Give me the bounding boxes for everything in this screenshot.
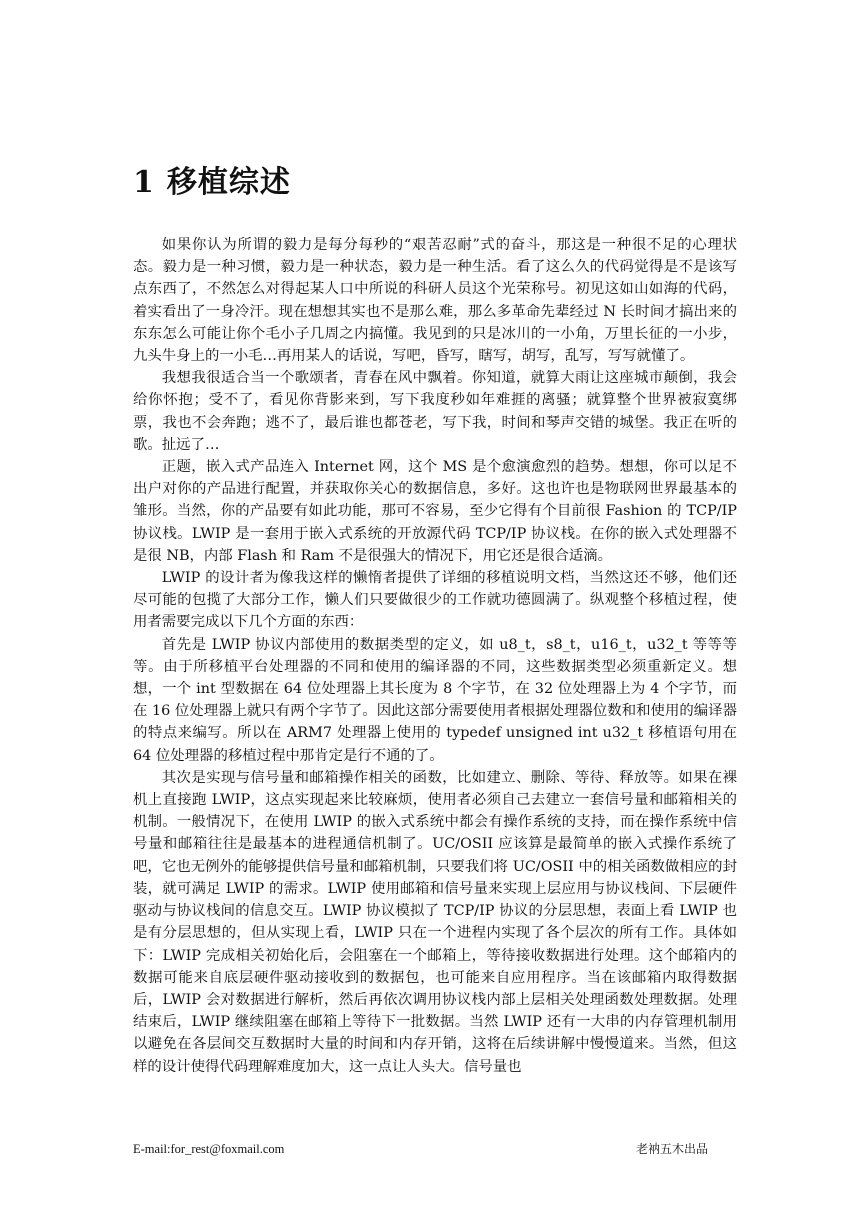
paragraph: 其次是实现与信号量和邮箱操作相关的函数，比如建立、删除、等待、释放等。如果在裸机上直接跑 LWIP，这点实现起来比较麻烦，使用者必须自己去建立一套信号量和邮箱相关的机制。一般情况下，在使用 LWIP 的嵌入式系统中都会有操作系统的支持，而在操作系统中信号量和邮箱往往是最基本的进程通信机制了。UC/OSII 应该算是最简单的嵌入式操作系统了吧，它也无例外的能够提供信号量和邮箱机制，只要我们将 UC/OSII 中的相关函数做相应的封装，就可满足 LWIP 的需求。LWIP 使用邮箱和信号量来实现上层应用与协议栈间、下层硬件驱动与协议栈间的信息交互。LWIP 协议模拟了 TCP/IP 协议的分层思想，表面上看 LWIP 也是有分层思想的，但从实现上看，LWIP 只在一个进程内实现了各个层次的所有工作。具体如下：LWIP 完成相关初始化后，会阻塞在一个邮箱上，等待接收数据进行处理。这个邮箱内的数据可能来自底层硬件驱动接收到的数据包，也可能来自应用程序。当在该邮箱内取得数据后，LWIP 会对数据进行解析，然后再依次调用协议栈内部上层相关处理函数处理数据。处理结束后，LWIP 继续阻塞在邮箱上等待下一批数据。当然 LWIP 还有一大串的内存管理机制用以避免在各层间交互数据时大量的时间和内存开销，这将在后续讲解中慢慢道来。当然，但这样的设计使得代码理解难度加大，这一点让人头大。信号量也 [133, 769, 737, 1075]
chapter-number: 1 [133, 165, 155, 200]
chapter-title-text: 移植综述 [166, 165, 291, 200]
chapter-title [133, 163, 291, 203]
footer-author: 老衲五木出品 [636, 1142, 709, 1156]
footer-email: E-mail:for_rest@foxmail.com [133, 1142, 285, 1156]
paragraph: 正题，嵌入式产品连入 Internet 网，这个 MS 是个愈演愈烈的趋势。想想，你可以足不出户对你的产品进行配置，并获取你关心的数据信息，多好。这也许也是物联网世界最基本的雏形。当然，你的产品要有如此功能，那可不容易，至少它得有个目前很 Fashion 的 TCP/IP 协议栈。LWIP 是一套用于嵌入式系统的开放源代码 TCP/IP 协议栈。在你的嵌入式处理器不是很 NB，内部 Flash 和 Ram 不是很强大的情况下，用它还是很合适滴。 [133, 459, 737, 564]
paragraph: 我想我很适合当一个歌颂者，青春在风中飘着。你知道，就算大雨让这座城市颠倒，我会给你怀抱；受不了，看见你背影来到，写下我度秒如年难捱的离骚；就算整个世界被寂寞绑票，我也不会奔跑；逃不了，最后谁也都苍老，写下我，时间和琴声交错的城堡。我正在听的歌。扯远了… [133, 370, 737, 453]
paragraph: 首先是 LWIP 协议内部使用的数据类型的定义，如 u8_t，s8_t，u16_t，u32_t 等等等等。由于所移植平台处理器的不同和使用的编译器的不同，这些数据类型必须重新定义。想想，一个 int 型数据在 64 位处理器上其长度为 8 个字节，在 32 位处理器上为 4 个字节，而在 16 位处理器上就只有两个字节了。因此这部分需要使用者根据处理器位数和和使用的编译器的特点来编写。所以在 ARM7 处理器上使用的 typedef unsigned int u32_t 移植语句用在 64 位处理器的移植过程中那肯定是行不通的了。 [133, 636, 737, 764]
paragraph: LWIP 的设计者为像我这样的懒惰者提供了详细的移植说明文档，当然这还不够，他们还尽可能的包揽了大部分工作，懒人们只要做很少的工作就功德圆满了。纵观整个移植过程，使用者需要完成以下几个方面的东西： [133, 570, 737, 631]
paragraph: 如果你认为所谓的毅力是每分每秒的“艰苦忍耐”式的奋斗，那这是一种很不足的心理状态。毅力是一种习惯，毅力是一种状态，毅力是一种生活。看了这么久的代码觉得是不是该写点东西了，不然怎么对得起某人口中所说的科研人员这个光荣称号。初见这如山如海的代码，着实看出了一身冷汗。现在想想其实也不是那么难，那么多革命先辈经过 N 长时间才搞出来的东东怎么可能让你个毛小子几周之内搞懂。我见到的只是冰川的一小角，万里长征的一小步，九头牛身上的一小毛…再用某人的话说，写吧，昏写，瞎写，胡写，乱写，写写就懂了。 [133, 237, 737, 365]
body-text [133, 234, 737, 1078]
